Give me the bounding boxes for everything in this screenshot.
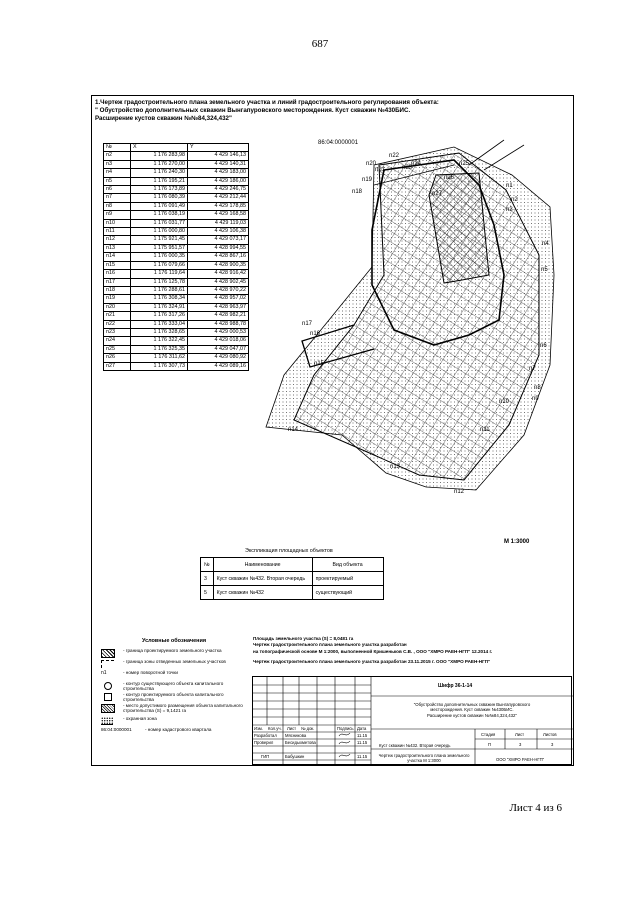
coord-y: 4 428 970,22 bbox=[188, 286, 249, 294]
coord-x: 1 176 079,66 bbox=[131, 261, 188, 269]
expl-cell: проектируемый bbox=[312, 572, 383, 586]
table-row bbox=[104, 236, 249, 244]
coord-point: n15 bbox=[104, 261, 131, 269]
stamp-col-count: Кол.уч. bbox=[268, 726, 282, 731]
coord-point: n2 bbox=[104, 152, 131, 160]
coord-x: 1 176 283,98 bbox=[131, 152, 188, 160]
coord-y: 4 428 994,55 bbox=[188, 244, 249, 252]
explication-table bbox=[200, 557, 384, 600]
drawing-title bbox=[95, 99, 515, 123]
coord-y: 4 429 183,00 bbox=[188, 169, 249, 177]
explication-caption: Экспликация площадных объектов bbox=[245, 548, 333, 554]
coord-point: n10 bbox=[104, 219, 131, 227]
project-name bbox=[377, 702, 567, 718]
coord-point: n16 bbox=[104, 270, 131, 278]
table-row bbox=[104, 278, 249, 286]
drawing-name: Чертеж градостроительного плана земельного участка М 1:3000 bbox=[378, 753, 470, 763]
coord-x: 1 176 333,04 bbox=[131, 320, 188, 328]
coord-x: 1 176 080,39 bbox=[131, 194, 188, 202]
coord-point: n27 bbox=[104, 362, 131, 370]
svg-text:n22: n22 bbox=[389, 153, 400, 159]
table-row bbox=[104, 320, 249, 328]
coord-x: 1 176 322,45 bbox=[131, 337, 188, 345]
legend-title: Условные обозначения bbox=[142, 638, 207, 644]
coord-y: 4 429 119,03 bbox=[188, 219, 249, 227]
legend-text: - место допустимого размещения объекта капитального строительства (S) = 9,1421 га bbox=[123, 703, 243, 714]
svg-text:n7: n7 bbox=[529, 366, 536, 372]
coord-y: 4 428 867,16 bbox=[188, 253, 249, 261]
sheet-value: 3 bbox=[519, 742, 522, 747]
signature-icon bbox=[338, 730, 352, 760]
svg-text:n20: n20 bbox=[366, 161, 377, 167]
table-row bbox=[104, 345, 249, 353]
coord-x: 1 176 091,49 bbox=[131, 202, 188, 210]
coord-y: 4 429 047,07 bbox=[188, 345, 249, 353]
legend-cadastral-label: 86:04:0000001 bbox=[101, 727, 132, 732]
legend-symbol-cross-icon bbox=[101, 704, 115, 713]
coord-point: n24 bbox=[104, 337, 131, 345]
coord-point: n14 bbox=[104, 253, 131, 261]
coord-point: n22 bbox=[104, 320, 131, 328]
legend-symbol-square-icon bbox=[104, 693, 112, 701]
table-row bbox=[104, 286, 249, 294]
stamp-date: 11.15 bbox=[357, 754, 368, 759]
table-row bbox=[104, 219, 249, 227]
notes bbox=[253, 636, 573, 666]
table-row bbox=[201, 586, 384, 600]
legend-text: - охранная зона bbox=[123, 716, 157, 721]
svg-text:n17: n17 bbox=[302, 321, 313, 327]
map-scale: М 1:3000 bbox=[504, 539, 530, 545]
coord-x: 1 176 270,00 bbox=[131, 160, 188, 168]
coord-y: 4 429 168,58 bbox=[188, 211, 249, 219]
stamp-role: Проверил bbox=[254, 740, 274, 745]
table-row bbox=[104, 211, 249, 219]
legend-text: - граница зоны отведенных земельных участков bbox=[123, 659, 226, 664]
coord-x: 1 176 328,65 bbox=[131, 328, 188, 336]
title-line-3: Расширение кустов скважин №№84,324,432" bbox=[95, 115, 232, 122]
coord-x: 1 176 000,35 bbox=[131, 253, 188, 261]
table-row bbox=[104, 202, 249, 210]
coord-y: 4 428 902,45 bbox=[188, 278, 249, 286]
stamp-person: Бесидыхметова bbox=[285, 740, 316, 745]
svg-text:n3: n3 bbox=[506, 207, 513, 213]
project-name-line-3: Расширение кустов скважин №№84,324,432" bbox=[427, 712, 517, 718]
coord-point: n7 bbox=[104, 194, 131, 202]
table-row bbox=[104, 253, 249, 261]
expl-cell: Куст скважин №432 bbox=[213, 586, 312, 600]
project-code: Шифр 36-1-14 bbox=[438, 683, 473, 689]
legend-item bbox=[101, 692, 251, 703]
stage-value: П bbox=[488, 742, 492, 747]
coord-point: n20 bbox=[104, 303, 131, 311]
sheets-header: Листов bbox=[543, 732, 557, 737]
expl-header-number: № bbox=[201, 558, 214, 572]
svg-text:n13: n13 bbox=[390, 464, 401, 470]
coordinates-table bbox=[103, 143, 249, 371]
coord-x: 1 176 288,61 bbox=[131, 286, 188, 294]
stamp-role: ГИП bbox=[261, 754, 270, 759]
coord-x: 1 176 317,26 bbox=[131, 312, 188, 320]
coord-y: 4 429 146,13 bbox=[188, 152, 249, 160]
legend-text: - контур существующего объекта капитального строительства bbox=[123, 681, 224, 692]
legend-text: - граница проектируемого земельного участка bbox=[123, 648, 222, 653]
coord-x: 1 175 951,57 bbox=[131, 244, 188, 252]
coord-x: 1 176 307,73 bbox=[131, 362, 188, 370]
svg-text:n10: n10 bbox=[499, 399, 510, 405]
coord-y: 4 429 212,44 bbox=[188, 194, 249, 202]
coord-x: 1 176 195,21 bbox=[131, 177, 188, 185]
coord-x: 1 176 308,34 bbox=[131, 295, 188, 303]
expl-cell: 3 bbox=[201, 572, 214, 586]
coord-y: 4 429 089,16 bbox=[188, 362, 249, 370]
svg-text:n2: n2 bbox=[511, 197, 518, 203]
project-name-line-1: "Обустройство дополнительных скважин Вынгапуровского bbox=[413, 702, 531, 707]
legend-item bbox=[101, 648, 251, 659]
coord-y: 4 429 178,85 bbox=[188, 202, 249, 210]
legend-text: - контур проектируемого объекта капитального строительства bbox=[123, 692, 224, 703]
coord-y: 4 429 246,75 bbox=[188, 186, 249, 194]
cadastral-label bbox=[318, 140, 359, 146]
col-header-number: № bbox=[104, 144, 131, 152]
table-row bbox=[104, 328, 249, 336]
coord-point: n9 bbox=[104, 211, 131, 219]
svg-text:n24: n24 bbox=[411, 161, 422, 167]
sheet-header: Лист bbox=[515, 732, 525, 737]
coord-point: n23 bbox=[104, 328, 131, 336]
coord-point: n19 bbox=[104, 295, 131, 303]
coord-y: 4 428 916,42 bbox=[188, 270, 249, 278]
coord-point: n8 bbox=[104, 202, 131, 210]
coord-y: 4 429 073,17 bbox=[188, 236, 249, 244]
coord-y: 4 428 988,78 bbox=[188, 320, 249, 328]
table-row bbox=[104, 194, 249, 202]
coord-x: 1 175 921,45 bbox=[131, 236, 188, 244]
title-line-1: 1.Чертеж градостроительного плана земельного участка и линий градостроительного регулирования объекта: bbox=[95, 99, 439, 106]
svg-text:n5: n5 bbox=[541, 267, 548, 273]
coord-y: 4 428 982,21 bbox=[188, 312, 249, 320]
table-row bbox=[104, 303, 249, 311]
svg-text:n16: n16 bbox=[310, 331, 321, 337]
coord-y: 4 429 000,53 bbox=[188, 328, 249, 336]
coord-point: n17 bbox=[104, 278, 131, 286]
sheets-value: 3 bbox=[551, 742, 554, 747]
coord-x: 1 176 311,62 bbox=[131, 354, 188, 362]
coord-x: 1 176 031,77 bbox=[131, 219, 188, 227]
legend-text: - номер кадастрового квартала bbox=[145, 727, 212, 732]
coord-y: 4 428 963,97 bbox=[188, 303, 249, 311]
svg-text:n14: n14 bbox=[288, 427, 299, 433]
table-row bbox=[104, 362, 249, 370]
table-row bbox=[104, 169, 249, 177]
stamp-col-sheet: Лист bbox=[287, 726, 297, 731]
note-drawing-1: Чертеж градостроительного плана земельного участка разработан bbox=[253, 642, 407, 648]
expl-cell: существующий bbox=[312, 586, 383, 600]
note-area: Площадь земельного участка (S) = 8,0481 га bbox=[253, 636, 354, 641]
legend-symbol-hatch-icon bbox=[101, 649, 115, 658]
object-name: Куст скважин №432. Вторая очередь bbox=[379, 743, 451, 748]
col-header-y: Y bbox=[188, 144, 249, 152]
expl-header-name: Наименование bbox=[213, 558, 312, 572]
table-row bbox=[201, 572, 384, 586]
expl-cell: Куст скважин №432. Вторая очередь bbox=[213, 572, 312, 586]
coord-point: n6 bbox=[104, 186, 131, 194]
project-name-line-2: месторождения. Куст скважин №430БИС. bbox=[430, 707, 514, 713]
svg-text:n9: n9 bbox=[532, 396, 539, 402]
coord-y: 4 428 957,02 bbox=[188, 295, 249, 303]
stamp-col-change: Изм. bbox=[254, 726, 263, 731]
svg-text:n8: n8 bbox=[534, 385, 541, 391]
stamp-person: Мясникова bbox=[285, 733, 307, 738]
legend-item bbox=[101, 716, 251, 727]
stamp-col-doc: № док. bbox=[301, 726, 315, 731]
legend-item bbox=[101, 727, 251, 738]
coord-point: n26 bbox=[104, 354, 131, 362]
coord-point: n21 bbox=[104, 312, 131, 320]
coord-x: 1 176 173,89 bbox=[131, 186, 188, 194]
coord-point: n13 bbox=[104, 244, 131, 252]
coord-point: n4 bbox=[104, 169, 131, 177]
table-row bbox=[104, 160, 249, 168]
legend-symbol-point-label: n1 bbox=[101, 670, 107, 676]
table-row bbox=[104, 152, 249, 160]
legend-symbol-dots-icon bbox=[101, 717, 113, 725]
table-row bbox=[104, 270, 249, 278]
table-row bbox=[104, 312, 249, 320]
svg-text:n4: n4 bbox=[542, 241, 549, 247]
legend-symbol-dashed-icon bbox=[101, 660, 114, 668]
organization: ООО "ХМРО РАЕН-НГП" bbox=[496, 757, 545, 762]
coord-point: n25 bbox=[104, 345, 131, 353]
stage-header: Стадия bbox=[481, 732, 496, 737]
coord-x: 1 176 125,78 bbox=[131, 278, 188, 286]
coord-y: 4 429 106,38 bbox=[188, 228, 249, 236]
coord-point: n18 bbox=[104, 286, 131, 294]
svg-text:n19: n19 bbox=[362, 177, 373, 183]
svg-text:n11: n11 bbox=[480, 427, 490, 433]
table-row bbox=[104, 337, 249, 345]
stamp-col-sign: Подпись bbox=[337, 726, 354, 731]
coord-x: 1 176 325,35 bbox=[131, 345, 188, 353]
coord-point: n12 bbox=[104, 236, 131, 244]
coord-point: n5 bbox=[104, 177, 131, 185]
page-number: 687 bbox=[311, 38, 329, 50]
table-row bbox=[104, 228, 249, 236]
coord-x: 1 176 324,91 bbox=[131, 303, 188, 311]
stamp-person: Бабушкин bbox=[285, 754, 305, 759]
coord-y: 4 429 080,92 bbox=[188, 354, 249, 362]
coord-x: 1 176 119,64 bbox=[131, 270, 188, 278]
coord-point: n3 bbox=[104, 160, 131, 168]
col-header-x: X bbox=[131, 144, 188, 152]
note-drawing-2: на топографической основе М 1:2000, выполненной Кришеньков С.В. , ООО "ХМРО РАЕН-НГП" 12.2014 г. bbox=[253, 648, 493, 654]
stamp-date: 11.15 bbox=[357, 740, 368, 745]
table-row bbox=[104, 244, 249, 252]
note-drawing-3: Чертеж градостроительного плана земельного участка разработан 23.11.2015 г. ООО "ХМРО РАЕН-НГП" bbox=[253, 659, 491, 665]
legend-text: - номер поворотной точки bbox=[123, 670, 178, 675]
coord-x: 1 176 038,19 bbox=[131, 211, 188, 219]
coord-x: 1 176 000,80 bbox=[131, 228, 188, 236]
coord-y: 4 429 140,31 bbox=[188, 160, 249, 168]
svg-text:n1: n1 bbox=[506, 183, 513, 189]
expl-cell: 5 bbox=[201, 586, 214, 600]
svg-text:n27: n27 bbox=[432, 191, 443, 197]
title-line-2: " Обустройство дополнительных скважин Вынгапуровского месторождения. Куст скважин №430БИС. bbox=[95, 107, 411, 114]
coord-x: 1 176 240,30 bbox=[131, 169, 188, 177]
legend-item bbox=[101, 681, 251, 692]
stamp-role: Разработал bbox=[254, 733, 277, 738]
cadastral-number: 86:04:0000001 bbox=[318, 140, 359, 146]
svg-text:n12: n12 bbox=[454, 489, 465, 495]
svg-text:n15: n15 bbox=[314, 361, 325, 367]
title-block bbox=[252, 676, 572, 765]
table-row bbox=[104, 261, 249, 269]
site-plan-map bbox=[254, 135, 572, 535]
legend-item bbox=[101, 659, 251, 670]
svg-text:n21: n21 bbox=[375, 167, 386, 173]
coord-point: n11 bbox=[104, 228, 131, 236]
coord-y: 4 428 900,35 bbox=[188, 261, 249, 269]
svg-text:n18: n18 bbox=[352, 189, 363, 195]
legend-item bbox=[101, 703, 251, 716]
table-row bbox=[104, 177, 249, 185]
table-row bbox=[104, 295, 249, 303]
table-row bbox=[104, 354, 249, 362]
stamp-col-date: Дата bbox=[357, 726, 367, 731]
legend-symbol-circle-icon bbox=[104, 682, 112, 690]
coord-y: 4 429 186,00 bbox=[188, 177, 249, 185]
legend-item bbox=[101, 670, 251, 681]
coord-y: 4 429 018,06 bbox=[188, 337, 249, 345]
stamp-date: 11.15 bbox=[357, 733, 368, 738]
expl-header-type: Вид объекта bbox=[312, 558, 383, 572]
svg-text:n26: n26 bbox=[444, 175, 455, 181]
table-row bbox=[104, 186, 249, 194]
sheet-footer: Лист 4 из 6 bbox=[509, 802, 562, 814]
svg-text:n23: n23 bbox=[402, 165, 413, 171]
svg-text:n25: n25 bbox=[459, 161, 470, 167]
svg-text:n6: n6 bbox=[540, 343, 547, 349]
land-plot-hatched bbox=[294, 153, 539, 480]
legend bbox=[101, 648, 251, 738]
